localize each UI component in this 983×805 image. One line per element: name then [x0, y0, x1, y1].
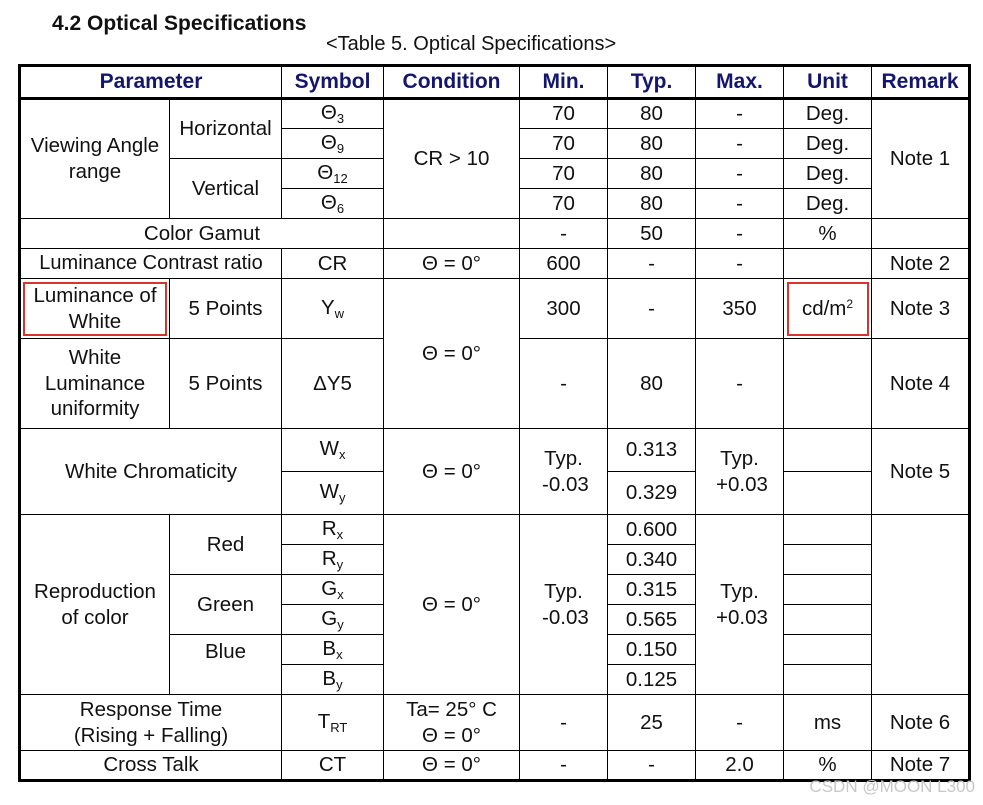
min-cell: Typ. -0.03 — [520, 515, 608, 695]
condition-cell: Θ = 0° — [384, 429, 520, 515]
green-label: Green — [170, 575, 282, 635]
contrast-label: Luminance Contrast ratio — [20, 249, 282, 279]
max-cell: - — [696, 339, 784, 429]
crosstalk-label: Cross Talk — [20, 751, 282, 781]
min-cell: - — [520, 219, 608, 249]
section-title: 4.2 Optical Specifications — [52, 12, 307, 35]
table-row — [20, 279, 970, 339]
header-parameter: Parameter — [20, 66, 282, 99]
max-cell: - — [696, 129, 784, 159]
remark-cell — [872, 515, 970, 695]
condition-cell — [384, 219, 520, 249]
min-cell: - — [520, 751, 608, 781]
typ-cell: 0.340 — [608, 545, 696, 575]
table-row — [20, 99, 970, 129]
unit-cell — [784, 339, 872, 429]
points-label: 5 Points — [170, 339, 282, 429]
header-row — [20, 66, 970, 99]
unit-cell: Deg. — [784, 189, 872, 219]
header-unit: Unit — [784, 66, 872, 99]
typ-cell: 0.150 — [608, 635, 696, 665]
symbol-cell: $R_y$ — [282, 545, 384, 575]
typ-cell: 50 — [608, 219, 696, 249]
table-row — [20, 429, 970, 472]
unit-cell: Deg. — [784, 159, 872, 189]
typ-cell: 25 — [608, 695, 696, 751]
table-row — [20, 695, 970, 751]
typ-cell: 0.125 — [608, 665, 696, 695]
unit-cell — [784, 545, 872, 575]
remark-cell: Note 3 — [872, 279, 970, 339]
unit-cell — [784, 472, 872, 515]
typ-cell: 80 — [608, 129, 696, 159]
symbol-cell: $W_x$ — [282, 429, 384, 472]
min-cell: 600 — [520, 249, 608, 279]
condition-cell: Θ = 0° — [384, 515, 520, 695]
condition-cell: Θ = 0° — [384, 279, 520, 429]
min-cell: - — [520, 695, 608, 751]
typ-cell: 80 — [608, 99, 696, 129]
remark-cell — [872, 219, 970, 249]
max-cell: Typ. +0.03 — [696, 515, 784, 695]
symbol-cell: $B_y$ — [282, 665, 384, 695]
color-gamut-label: Color Gamut — [20, 219, 384, 249]
unit-cell — [784, 515, 872, 545]
typ-cell: 0.565 — [608, 605, 696, 635]
header-min: Min. — [520, 66, 608, 99]
min-cell: Typ. -0.03 — [520, 429, 608, 515]
max-cell: - — [696, 159, 784, 189]
typ-cell: - — [608, 249, 696, 279]
typ-cell: - — [608, 279, 696, 339]
viewing-angle-label: Viewing Angle range — [20, 99, 170, 219]
remark-cell: Note 5 — [872, 429, 970, 515]
min-cell: 70 — [520, 159, 608, 189]
luminance-white-label: Luminance of White — [20, 279, 170, 339]
header-remark: Remark — [872, 66, 970, 99]
symbol-cell: $R_x$ — [282, 515, 384, 545]
unit-cell — [784, 429, 872, 472]
header-condition: Condition — [384, 66, 520, 99]
condition-cell: Θ = 0° — [384, 249, 520, 279]
max-cell: - — [696, 99, 784, 129]
unit-cell: % — [784, 751, 872, 781]
unit-cell: $cd/m^2$ — [784, 279, 872, 339]
white-chroma-label: White Chromaticity — [20, 429, 282, 515]
points-label: 5 Points — [170, 279, 282, 339]
typ-cell: 0.315 — [608, 575, 696, 605]
symbol-cell: $\Theta_{12}$ — [282, 159, 384, 189]
vertical-label: Vertical — [170, 159, 282, 219]
min-cell: - — [520, 339, 608, 429]
symbol-cell: $B_x$ — [282, 635, 384, 665]
unit-cell — [784, 635, 872, 665]
remark-cell: Note 1 — [872, 99, 970, 219]
uniformity-label: White Luminance uniformity — [20, 339, 170, 429]
header-typ: Typ. — [608, 66, 696, 99]
symbol-cell: $T_{RT}$ — [282, 695, 384, 751]
typ-cell: 0.313 — [608, 429, 696, 472]
condition-cell: Θ = 0° — [384, 751, 520, 781]
unit-cell: ms — [784, 695, 872, 751]
typ-cell: 80 — [608, 189, 696, 219]
max-cell: - — [696, 219, 784, 249]
symbol-cell: $Y_w$ — [282, 279, 384, 339]
symbol-cell: $G_x$ — [282, 575, 384, 605]
unit-cell — [784, 605, 872, 635]
unit-cell: Deg. — [784, 129, 872, 159]
table-row — [20, 751, 970, 781]
viewing-condition: CR > 10 — [384, 99, 520, 219]
red-label: Red — [170, 515, 282, 575]
max-cell: - — [696, 189, 784, 219]
typ-cell: 80 — [608, 159, 696, 189]
remark-cell: Note 6 — [872, 695, 970, 751]
unit-cell — [784, 249, 872, 279]
header-max: Max. — [696, 66, 784, 99]
table-row — [20, 219, 970, 249]
condition-cell: Ta= 25° C Θ = 0° — [384, 695, 520, 751]
typ-cell: - — [608, 751, 696, 781]
symbol-cell: $W_y$ — [282, 472, 384, 515]
symbol-cell: ΔY5 — [282, 339, 384, 429]
unit-cell: Deg. — [784, 99, 872, 129]
max-cell: 2.0 — [696, 751, 784, 781]
watermark: CSDN @MOON L300 — [809, 777, 975, 796]
optical-spec-table — [18, 64, 971, 782]
min-cell: 70 — [520, 129, 608, 159]
typ-cell: 0.329 — [608, 472, 696, 515]
table-row — [20, 249, 970, 279]
unit-cell — [784, 575, 872, 605]
header-symbol: Symbol — [282, 66, 384, 99]
min-cell: 70 — [520, 99, 608, 129]
typ-cell: 0.600 — [608, 515, 696, 545]
unit-cell — [784, 665, 872, 695]
max-cell: - — [696, 249, 784, 279]
max-cell: 350 — [696, 279, 784, 339]
table-caption: <Table 5. Optical Specifications> — [326, 33, 617, 55]
min-cell: 70 — [520, 189, 608, 219]
unit-cell: % — [784, 219, 872, 249]
repro-label: Reproduction of color — [20, 515, 170, 695]
min-cell: 300 — [520, 279, 608, 339]
typ-cell: 80 — [608, 339, 696, 429]
symbol-cell: $\Theta_9$ — [282, 129, 384, 159]
symbol-cell: $\Theta_3$ — [282, 99, 384, 129]
symbol-cell: $\Theta_6$ — [282, 189, 384, 219]
table-row — [20, 515, 970, 545]
symbol-cell: CT — [282, 751, 384, 781]
max-cell: - — [696, 695, 784, 751]
horizontal-label: Horizontal — [170, 99, 282, 159]
blue-label: Blue — [170, 635, 282, 695]
symbol-cell: CR — [282, 249, 384, 279]
remark-cell: Note 4 — [872, 339, 970, 429]
remark-cell: Note 7 — [872, 751, 970, 781]
remark-cell: Note 2 — [872, 249, 970, 279]
symbol-cell: $G_y$ — [282, 605, 384, 635]
max-cell: Typ. +0.03 — [696, 429, 784, 515]
response-label: Response Time (Rising + Falling) — [20, 695, 282, 751]
